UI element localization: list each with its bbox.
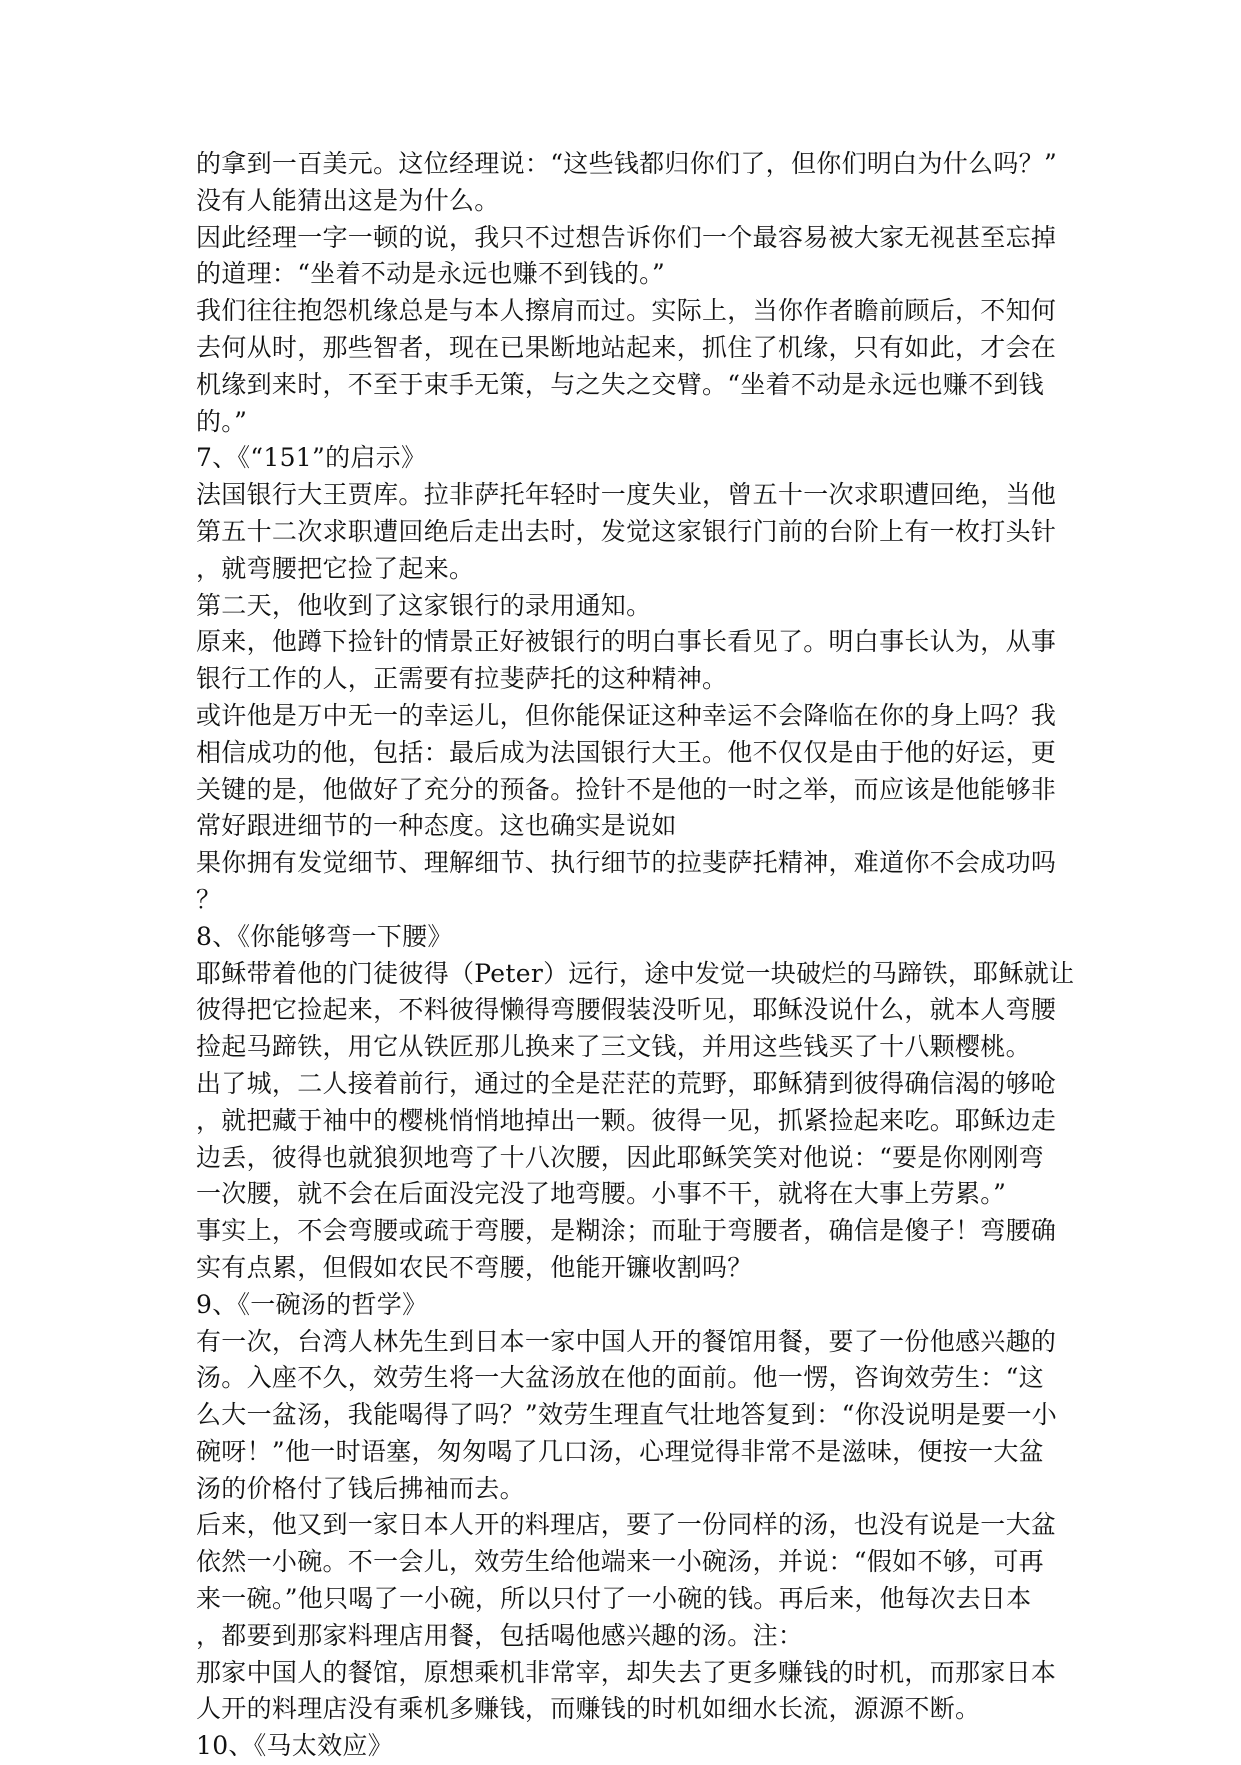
text-line: 果你拥有发觉细节、理解细节、执行细节的拉斐萨托精神，难道你不会成功吗 xyxy=(196,848,1057,878)
text-line: 捡起马蹄铁，用它从铁匠那儿换来了三文钱，并用这些钱买了十八颗樱桃。 xyxy=(196,1032,1031,1062)
text-line: 有一次，台湾人林先生到日本一家中国人开的餐馆用餐，要了一份他感兴趣的 xyxy=(196,1326,1057,1356)
text-line: 出了城，二人接着前行，通过的全是茫茫的荒野，耶稣猜到彼得确信渴的够呛 xyxy=(196,1068,1057,1098)
text-line: ，都要到那家料理店用餐，包括喝他感兴趣的汤。注： xyxy=(196,1620,804,1650)
text-line: 耶稣带着他的门徒彼得（Peter）远行，途中发觉一块破烂的马蹄铁，耶稣就让 xyxy=(196,958,1075,988)
text-line: 彼得把它捡起来，不料彼得懒得弯腰假装没听见，耶稣没说什么，就本人弯腰 xyxy=(196,995,1057,1025)
text-line: 那家中国人的餐馆，原想乘机非常宰，却失去了更多赚钱的时机，而那家日本 xyxy=(196,1657,1057,1687)
text-line: 一次腰，就不会在后面没完没了地弯腰。小事不干，就将在大事上劳累。” xyxy=(196,1179,1007,1209)
text-line: 去何从时，那些智者，现在已果断地站起来，抓住了机缘，只有如此，才会在 xyxy=(196,332,1057,362)
section-heading: 8、《你能够弯一下腰》 xyxy=(196,921,453,951)
text-line: 后来，他又到一家日本人开的料理店，要了一份同样的汤，也没有说是一大盆 xyxy=(196,1510,1057,1540)
text-line: 事实上，不会弯腰或疏于弯腰，是糊涂；而耻于弯腰者，确信是傻子！弯腰确 xyxy=(196,1216,1057,1246)
section-heading: 7、《“151”的启示》 xyxy=(196,443,427,473)
text-line: 因此经理一字一顿的说，我只不过想告诉你们一个最容易被大家无视甚至忘掉 xyxy=(196,222,1057,252)
text-line: ？ xyxy=(196,884,222,914)
text-line: 么大一盆汤，我能喝得了吗？”效劳生理直气壮地答复到：“你没说明是要一小 xyxy=(196,1400,1058,1430)
text-line: 实有点累，但假如农民不弯腰，他能开镰收割吗？ xyxy=(196,1252,753,1282)
text-line: 汤。入座不久，效劳生将一大盆汤放在他的面前。他一愣，咨询效劳生：“这 xyxy=(196,1363,1044,1393)
text-line: 汤的价格付了钱后拂袖而去。 xyxy=(196,1473,525,1503)
text-line: 银行工作的人，正需要有拉斐萨托的这种精神。 xyxy=(196,664,728,694)
text-line: 边丢，彼得也就狼狈地弯了十八次腰，因此耶稣笑笑对他说：“要是你刚刚弯 xyxy=(196,1142,1044,1172)
text-line: 的。” xyxy=(196,406,248,436)
text-line: 来一碗。”他只喝了一小碗，所以只付了一小碗的钱。再后来，他每次去日本 xyxy=(196,1584,1032,1614)
text-line: ，就把藏于袖中的樱桃悄悄地掉出一颗。彼得一见，抓紧捡起来吃。耶稣边走 xyxy=(196,1105,1057,1135)
text-line: 关键的是，他做好了充分的预备。捡针不是他的一时之举，而应该是他能够非 xyxy=(196,774,1057,804)
text-line: ，就弯腰把它捡了起来。 xyxy=(196,553,475,583)
section-heading: 10、《马太效应》 xyxy=(196,1731,394,1761)
text-line: 相信成功的他，包括：最后成为法国银行大王。他不仅仅是由于他的好运，更 xyxy=(196,737,1057,767)
text-line: 第五十二次求职遭回绝后走出去时，发觉这家银行门前的台阶上有一枚打头针 xyxy=(196,516,1057,546)
text-line: 法国银行大王贾库。拉非萨托年轻时一度失业，曾五十一次求职遭回绝，当他 xyxy=(196,480,1057,510)
text-line: 原来，他蹲下捡针的情景正好被银行的明白事长看见了。明白事长认为，从事 xyxy=(196,627,1057,657)
text-line: 或许他是万中无一的幸运儿，但你能保证这种幸运不会降临在你的身上吗？我 xyxy=(196,700,1057,730)
text-line: 的道理：“坐着不动是永远也赚不到钱的。” xyxy=(196,259,666,289)
text-line: 的拿到一百美元。这位经理说：“这些钱都归你们了，但你们明白为什么吗？” xyxy=(196,149,1058,178)
text-line: 没有人能猜出这是为什么。 xyxy=(196,185,500,215)
section-heading: 9、《一碗汤的哲学》 xyxy=(196,1289,428,1319)
text-line: 依然一小碗。不一会儿，效劳生给他端来一小碗汤，并说：“假如不够，可再 xyxy=(196,1547,1044,1577)
text-line: 人开的料理店没有乘机多赚钱，而赚钱的时机如细水长流，源源不断。 xyxy=(196,1694,981,1724)
text-line: 第二天，他收到了这家银行的录用通知。 xyxy=(196,590,652,620)
text-line: 碗呀！”他一时语塞，匆匆喝了几口汤，心理觉得非常不是滋味，便按一大盆 xyxy=(196,1436,1044,1466)
document-page xyxy=(196,146,1075,1765)
text-line: 我们往往抱怨机缘总是与本人擦肩而过。实际上，当你作者瞻前顾后，不知何 xyxy=(196,296,1057,326)
text-line: 常好跟进细节的一种态度。这也确实是说如 xyxy=(196,811,677,841)
text-line: 机缘到来时，不至于束手无策，与之失之交臂。“坐着不动是永远也赚不到钱 xyxy=(196,369,1044,399)
